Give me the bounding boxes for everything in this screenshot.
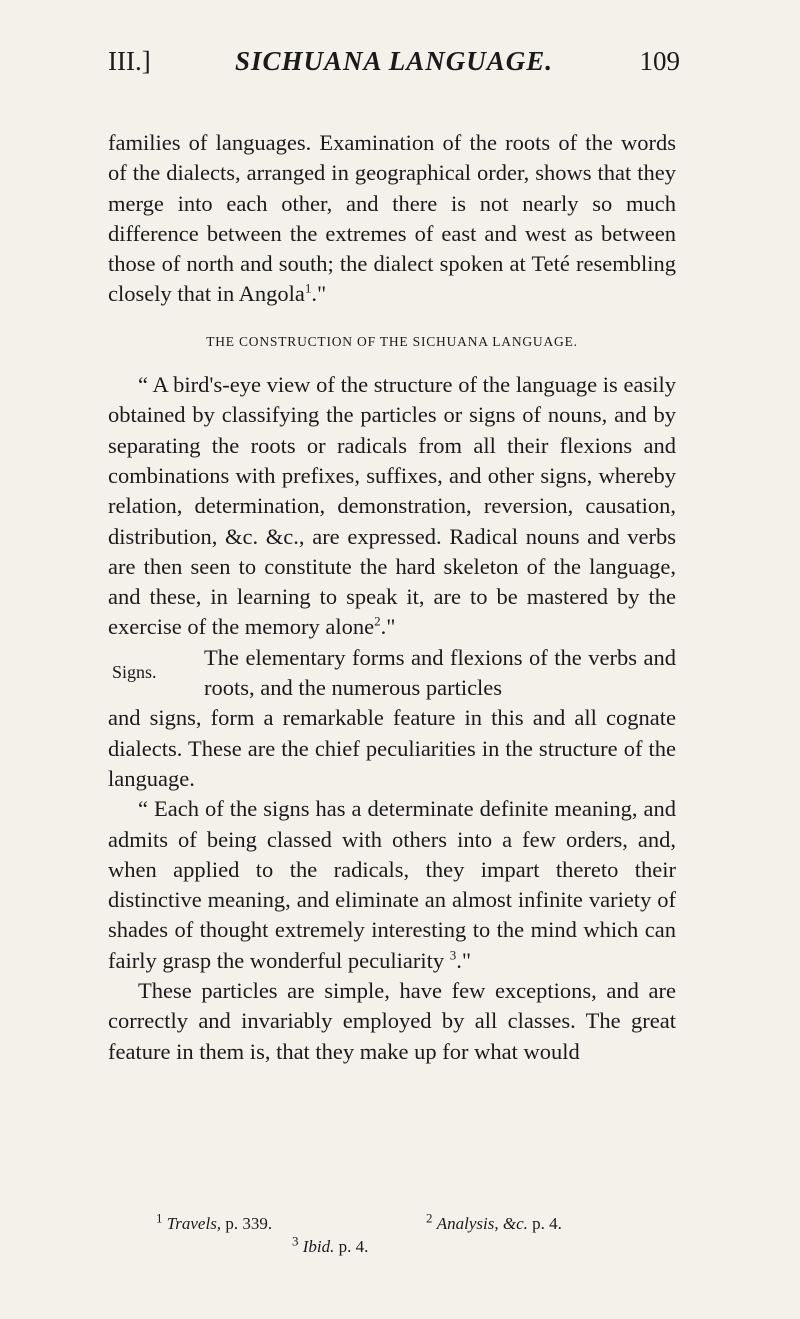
paragraph-text: “ Each of the signs has a determinate definite meaning, and admits of being classed with others into a few orders, and, when applied to the radicals, they impart thereto their distinctive meaning, and eliminate an almost infinite variety of shades of thought extremely interesting to the mind which can fairly grasp the wonderful peculiarity — [108, 796, 676, 973]
paragraph: These particles are simple, have few exceptions, and are correctly and invariably employed by all classes. The great feature in them is, that they make up for what would — [108, 978, 676, 1064]
chapter-marker: III.] — [108, 46, 151, 76]
paragraph-continuation: and signs, form a remarkable feature in this and all cognate dialects. These are the chief peculiarities in the structure of the language. — [108, 705, 676, 791]
paragraph-text: families of languages. Examination of the roots of the words of the dialects, arranged in geographical order, shows that they merge into each other, and there is not nearly so much difference between the extremes of east and west as between those of north and south; the dialect spoken at Teté resembling closely that in Angola — [108, 130, 676, 307]
footnotes — [108, 1212, 676, 1258]
footnote-row — [108, 1212, 676, 1235]
footnote-title: Ibid. — [302, 1237, 335, 1256]
footnote-number: 2 — [426, 1210, 433, 1226]
footnote-title: Travels, — [166, 1214, 222, 1233]
footnote-row — [108, 1235, 676, 1258]
footnote-number: 1 — [156, 1210, 163, 1226]
paragraph-text: The elementary forms and flexions of the verbs and roots, and the numerous particles — [204, 644, 676, 701]
paragraph — [108, 370, 676, 643]
running-title: SICHUANA LANGUAGE. — [234, 46, 554, 76]
paragraph — [108, 794, 676, 976]
section-heading: THE CONSTRUCTION OF THE SICHUANA LANGUAGE. — [206, 333, 578, 349]
page-number: 109 — [639, 46, 680, 76]
quote-close: ." — [311, 281, 327, 307]
running-head — [108, 46, 680, 86]
footnote-1 — [156, 1212, 272, 1235]
footnote-title: Analysis, &c. — [436, 1214, 528, 1233]
footnote-ref: 1 — [304, 280, 312, 296]
paragraph-text: “ A bird's-eye view of the structure of the language is easily obtained by classifying the particles or signs of nouns, and by separating the roots or radicals from all their flexions and combinations with prefixes, suffixes, and other signs, whereby relation, determination, demonstration, reversion, causation, distribution, &c. &c., are expressed. Radical nouns and verbs are then seen to constitute the hard skeleton of the language, and these, in learning to speak it, are to be mastered by the exercise of the memory alone — [108, 372, 676, 640]
quote-close: ." — [456, 947, 472, 973]
footnote-page: p. 4. — [338, 1237, 369, 1256]
footnote-2 — [426, 1212, 562, 1235]
footnote-page: p. 4. — [532, 1214, 562, 1233]
paragraph — [108, 128, 676, 310]
quote-close: ." — [380, 614, 396, 640]
footnote-number: 3 — [292, 1233, 299, 1249]
footnote-ref: 3 — [449, 947, 457, 963]
footnote-3 — [292, 1235, 368, 1258]
footnote-ref: 2 — [374, 613, 381, 629]
footnote-page: p. 339. — [225, 1214, 273, 1233]
margin-note: Signs. — [112, 661, 157, 682]
paragraph-with-sidenote — [108, 643, 676, 704]
body-text — [108, 128, 676, 1067]
